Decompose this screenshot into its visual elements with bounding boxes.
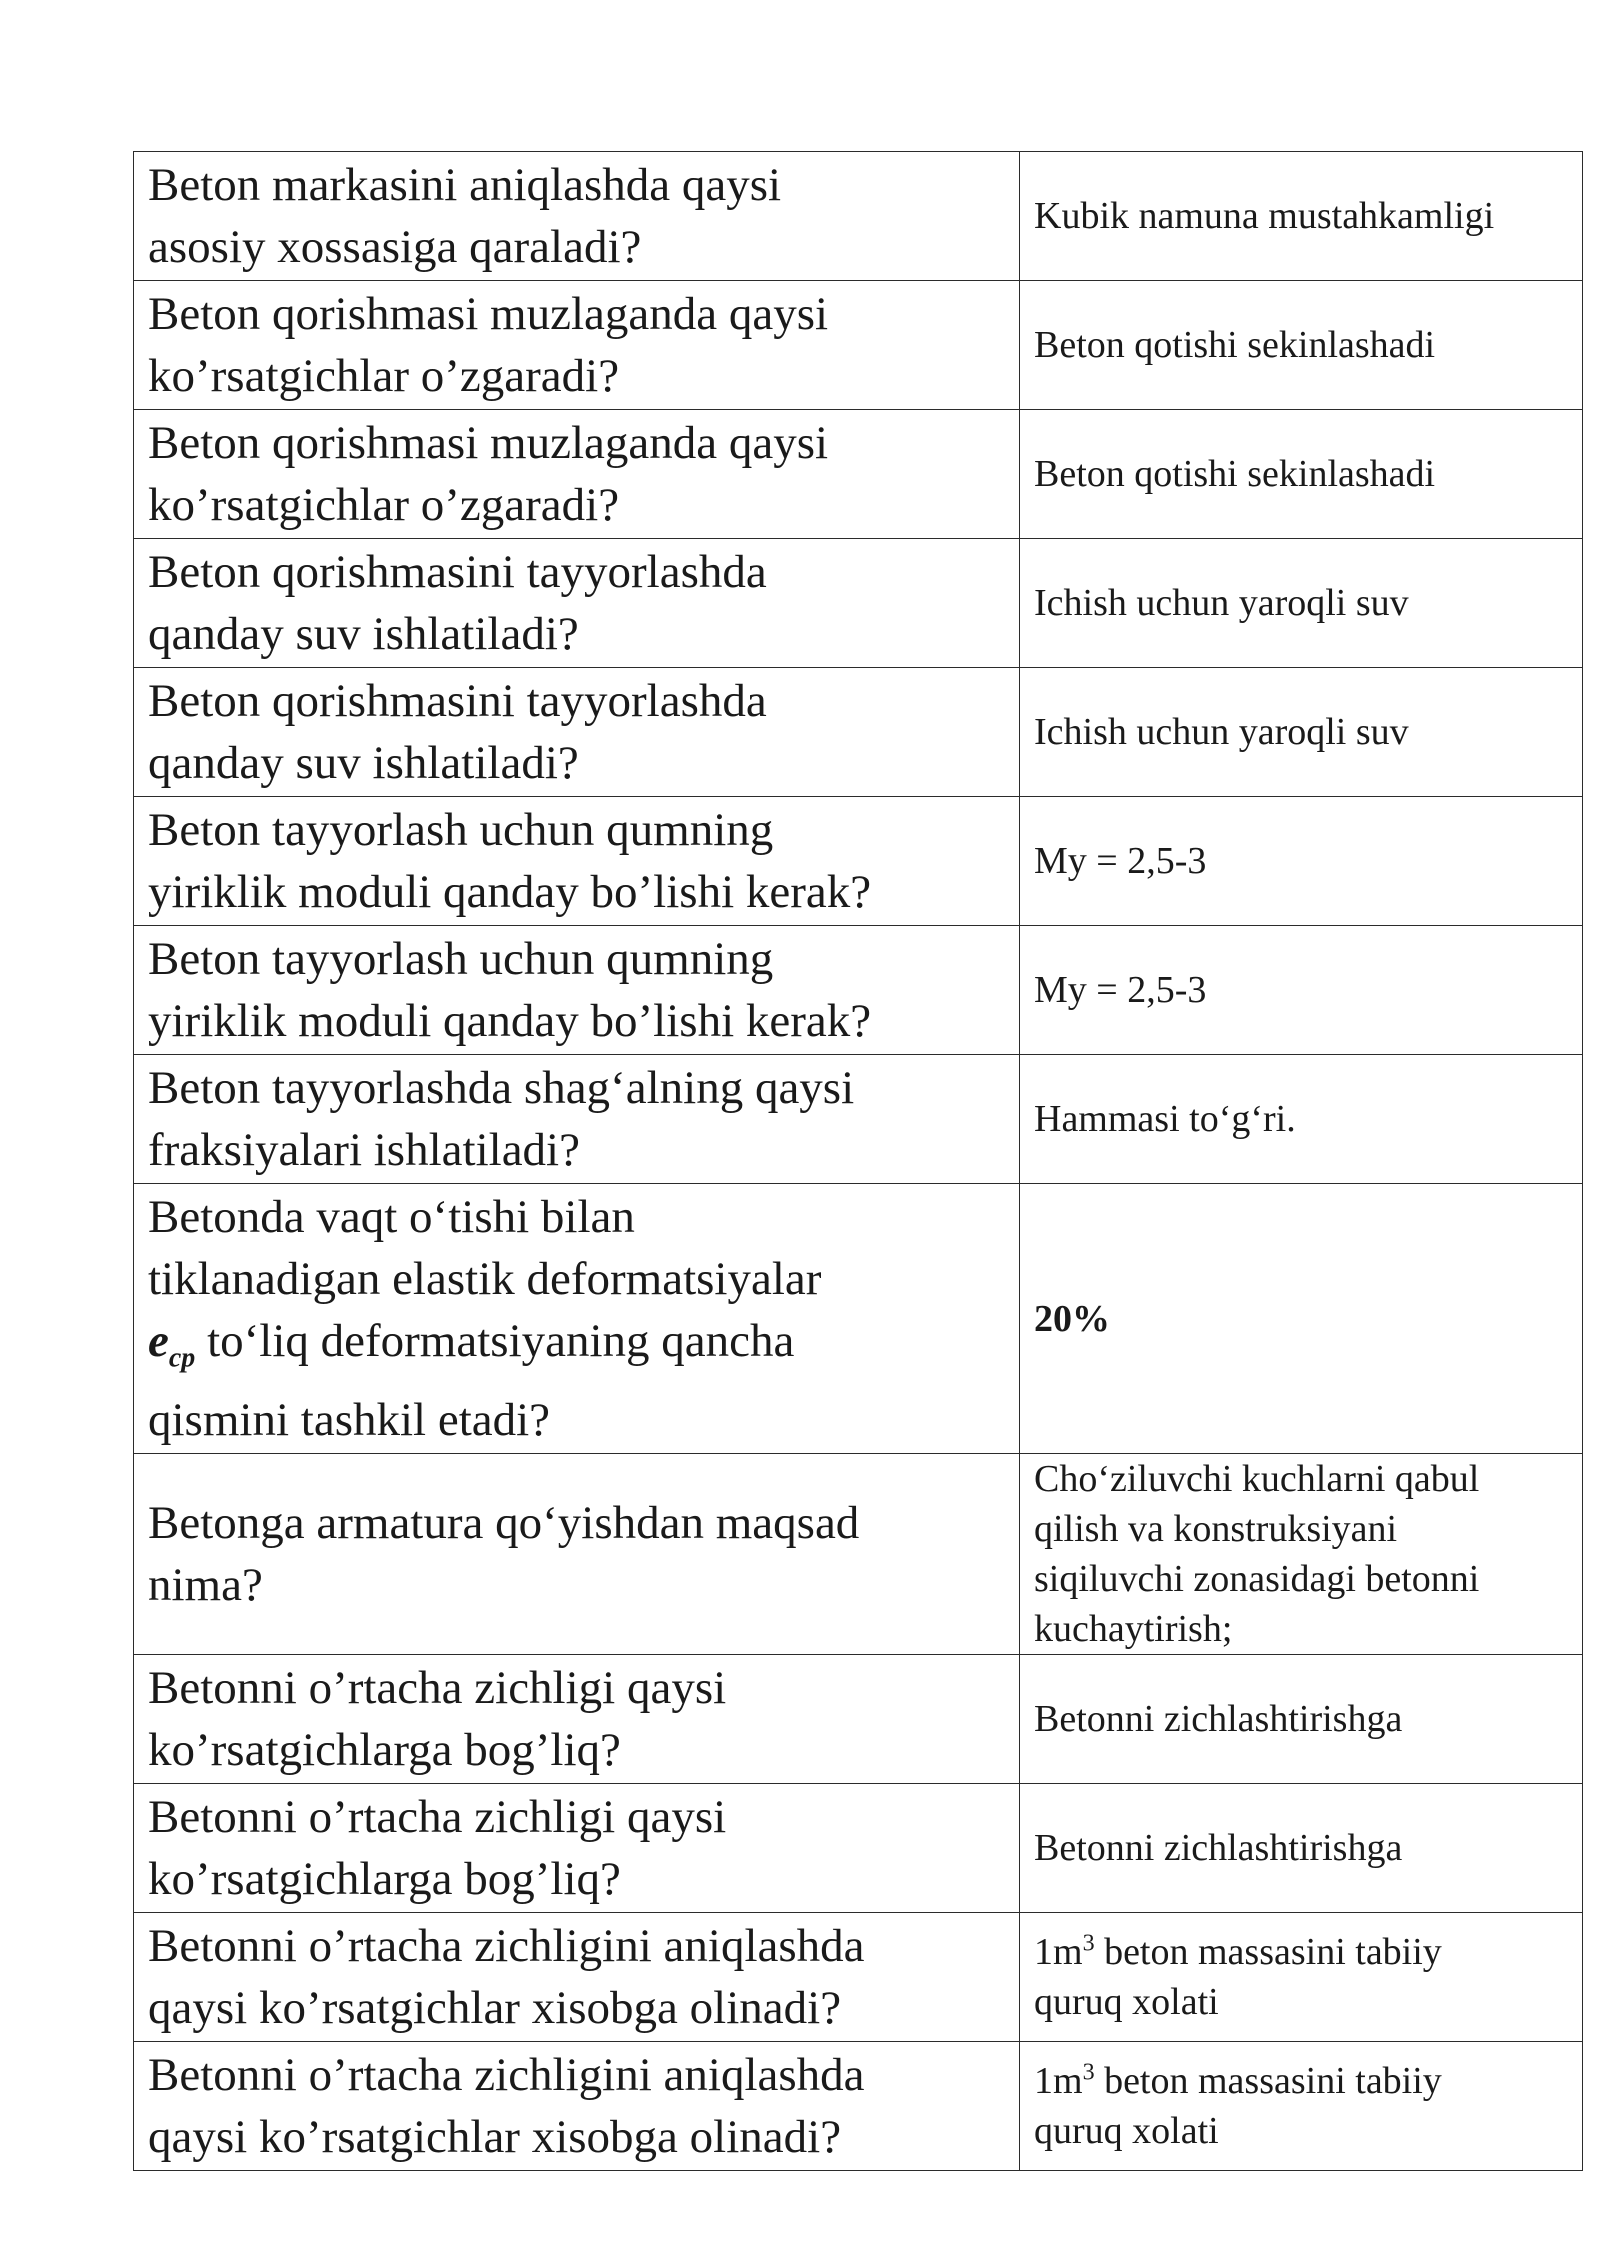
answer-cell: Betonni zichlashtirishga	[1020, 1784, 1583, 1913]
question-line: Betonni o’rtacha zichligini aniqlashda	[148, 1920, 865, 1973]
question-line: ko’rsatgichlar o’zgaradi?	[148, 479, 620, 531]
answer-cell: Beton qotishi sekinlashadi	[1020, 281, 1583, 410]
question-cell	[134, 1784, 1020, 1913]
qa-table	[133, 151, 1583, 2171]
question-line: qismini tashkil etadi?	[148, 1394, 551, 1447]
question-line: Beton markasini aniqlashda qaysi	[148, 159, 782, 211]
strain-symbol-base: e	[148, 1315, 169, 1367]
question-line: ko’rsatgichlar o’zgaradi?	[148, 350, 620, 402]
table-row	[134, 2042, 1583, 2171]
question-line: Beton tayyorlash uchun qumning	[148, 804, 774, 856]
question-cell	[134, 1454, 1020, 1655]
table-row	[134, 1913, 1583, 2042]
question-cell	[134, 797, 1020, 926]
question-line: Beton tayyorlashda shag‘alning qaysi	[148, 1062, 855, 1114]
question-line: yiriklik moduli qanday bo’lishi kerak?	[148, 866, 872, 918]
question-line: Betonni o’rtacha zichligi qaysi	[148, 1662, 727, 1715]
question-cell	[134, 281, 1020, 410]
table-row	[134, 1055, 1583, 1184]
answer-cell: My = 2,5-3	[1020, 926, 1583, 1055]
question-cell	[134, 539, 1020, 668]
question-line: Betonni o’rtacha zichligini aniqlashda	[148, 2049, 865, 2102]
superscript: 3	[1082, 1930, 1095, 1957]
table-row	[134, 539, 1583, 668]
answer-cell	[1020, 1913, 1583, 2042]
table-row	[134, 281, 1583, 410]
question-line: yiriklik moduli qanday bo’lishi kerak?	[148, 995, 872, 1047]
table-row	[134, 410, 1583, 539]
answer-cell: Hammasi to‘g‘ri.	[1020, 1055, 1583, 1184]
question-cell	[134, 2042, 1020, 2171]
table-row	[134, 926, 1583, 1055]
answer-cell: Ichish uchun yaroqli suv	[1020, 539, 1583, 668]
question-cell	[134, 1184, 1020, 1454]
answer-line: siqiluvchi zonasidagi betonni	[1034, 1558, 1480, 1601]
table-row	[134, 1655, 1583, 1784]
question-cell	[134, 1055, 1020, 1184]
question-line: Betonga armatura qo‘yishdan maqsad	[148, 1497, 860, 1550]
question-cell	[134, 1913, 1020, 2042]
question-line: Betonda vaqt o‘tishi bilan	[148, 1191, 635, 1243]
question-line: qaysi ko’rsatgichlar xisobga olinadi?	[148, 1982, 842, 2035]
question-line: qaysi ko’rsatgichlar xisobga olinadi?	[148, 2111, 842, 2164]
answer-line: 1m	[1034, 2060, 1083, 2103]
question-line: Beton qorishmasini tayyorlashda	[148, 675, 767, 727]
question-line: nima?	[148, 1559, 263, 1612]
question-cell	[134, 152, 1020, 281]
question-line: Betonni o’rtacha zichligi qaysi	[148, 1791, 727, 1844]
answer-cell: 20%	[1020, 1184, 1583, 1454]
question-line: ko’rsatgichlarga bog’liq?	[148, 1853, 621, 1906]
question-line: qanday suv ishlatiladi?	[148, 608, 579, 660]
answer-line: beton massasini tabiiy	[1094, 1931, 1442, 1974]
question-line: qanday suv ishlatiladi?	[148, 737, 579, 789]
question-cell	[134, 410, 1020, 539]
question-line: Beton qorishmasini tayyorlashda	[148, 546, 767, 598]
answer-cell: My = 2,5-3	[1020, 797, 1583, 926]
answer-line: quruq xolati	[1034, 2110, 1219, 2153]
strain-symbol	[148, 1315, 196, 1374]
question-line: to‘liq deformatsiyaning qancha	[195, 1315, 795, 1367]
question-line: tiklanadigan elastik deformatsiyalar	[148, 1253, 822, 1305]
question-line: fraksiyalari ishlatiladi?	[148, 1124, 580, 1176]
answer-cell: Ichish uchun yaroqli suv	[1020, 668, 1583, 797]
question-cell	[134, 668, 1020, 797]
answer-line: 1m	[1034, 1931, 1083, 1974]
answer-line: Cho‘ziluvchi kuchlarni qabul	[1034, 1458, 1480, 1501]
answer-line: kuchaytirish;	[1034, 1608, 1233, 1651]
table-row	[134, 1184, 1583, 1454]
question-line: Beton qorishmasi muzlaganda qaysi	[148, 288, 829, 340]
answer-cell: Kubik namuna mustahkamligi	[1020, 152, 1583, 281]
answer-line: qilish va konstruksiyani	[1034, 1508, 1398, 1551]
question-line: Beton qorishmasi muzlaganda qaysi	[148, 417, 829, 469]
question-cell	[134, 926, 1020, 1055]
question-line: ko’rsatgichlarga bog’liq?	[148, 1724, 621, 1777]
table-row	[134, 152, 1583, 281]
answer-line: beton massasini tabiiy	[1094, 2060, 1442, 2103]
answer-line: quruq xolati	[1034, 1981, 1219, 2024]
question-line: asosiy xossasiga qaraladi?	[148, 221, 642, 273]
table-row	[134, 1784, 1583, 1913]
answer-cell: Beton qotishi sekinlashadi	[1020, 410, 1583, 539]
answer-cell: Betonni zichlashtirishga	[1020, 1655, 1583, 1784]
strain-symbol-subscript: cp	[168, 1342, 196, 1374]
question-line: Beton tayyorlash uchun qumning	[148, 933, 774, 985]
table-row	[134, 797, 1583, 926]
table-row	[134, 1454, 1583, 1655]
answer-cell	[1020, 1454, 1583, 1655]
answer-cell	[1020, 2042, 1583, 2171]
question-cell	[134, 1655, 1020, 1784]
superscript: 3	[1082, 2059, 1095, 2086]
table-row	[134, 668, 1583, 797]
